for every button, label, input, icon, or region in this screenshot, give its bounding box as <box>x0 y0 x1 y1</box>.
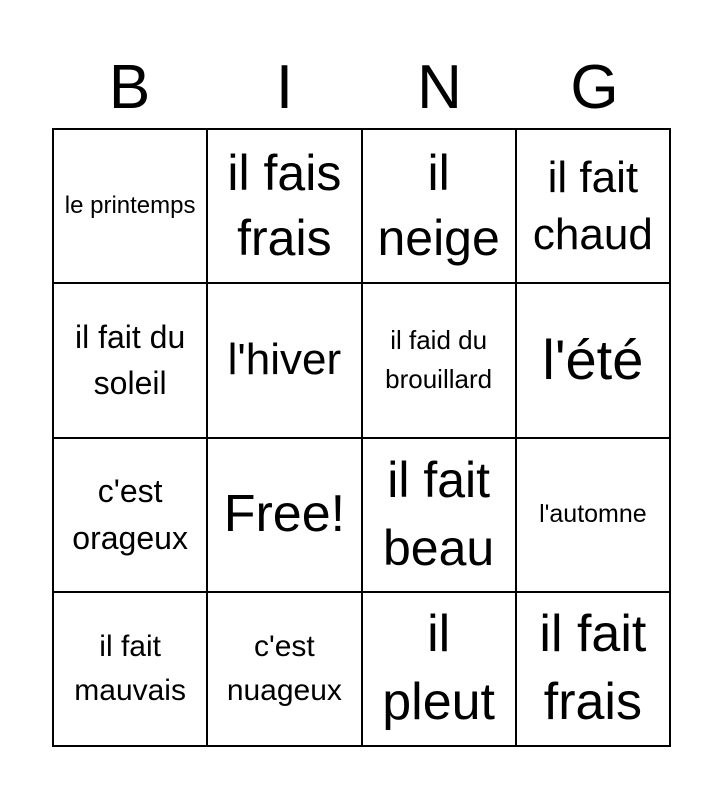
bingo-cell[interactable]: il fais frais <box>207 129 361 283</box>
bingo-cell[interactable]: il fait mauvais <box>53 592 207 746</box>
header-letter-n: N <box>417 53 462 122</box>
bingo-cell[interactable]: il fait chaud <box>516 129 670 283</box>
header-letter-i: I <box>275 53 294 122</box>
bingo-grid <box>52 128 671 747</box>
bingo-cell[interactable]: le printemps <box>53 129 207 283</box>
header-letter-b: B <box>108 53 151 122</box>
bingo-header <box>52 50 672 126</box>
bingo-cell[interactable]: il pleut <box>362 592 516 746</box>
bingo-cell[interactable]: l'été <box>516 283 670 437</box>
bingo-cell[interactable]: l'automne <box>516 438 670 592</box>
bingo-cell[interactable]: il fait frais <box>516 592 670 746</box>
free-space-cell[interactable]: Free! <box>207 438 361 592</box>
header-letter-g: G <box>570 53 619 122</box>
bingo-cell[interactable]: il fait du soleil <box>53 283 207 437</box>
bingo-cell[interactable]: c'est orageux <box>53 438 207 592</box>
bingo-cell[interactable]: il faid du brouillard <box>362 283 516 437</box>
bingo-cell[interactable]: c'est nuageux <box>207 592 361 746</box>
bingo-cell[interactable]: il fait beau <box>362 438 516 592</box>
bingo-cell[interactable]: l'hiver <box>207 283 361 437</box>
bingo-cell[interactable]: il neige <box>362 129 516 283</box>
